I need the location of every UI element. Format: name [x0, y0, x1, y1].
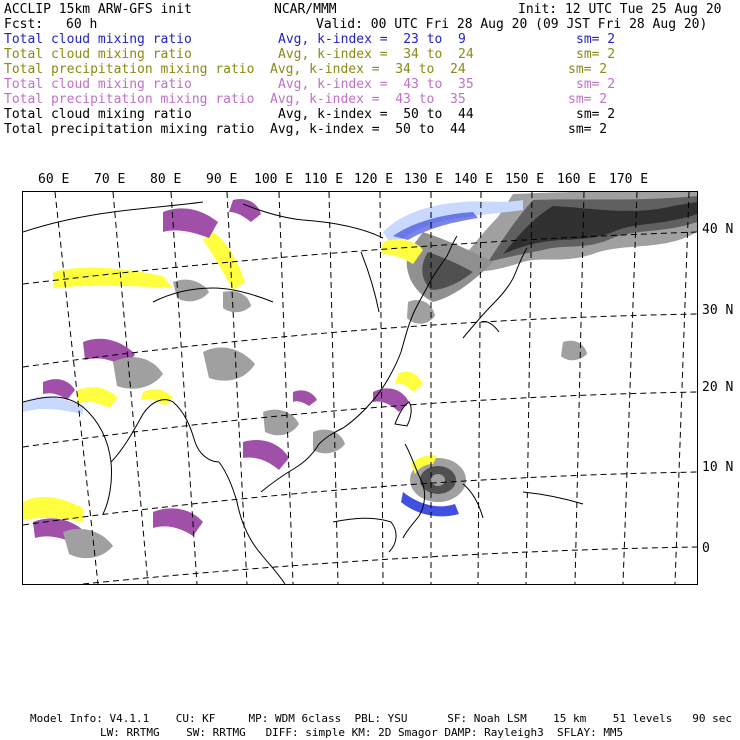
legend-row-5-field: Total precipitation mixing ratio	[4, 92, 255, 107]
legend-row-6-sm: sm= 2	[576, 107, 616, 122]
valid-time: Valid: 00 UTC Fri 28 Aug 20 (09 JST Fri 28 Aug 20)	[316, 17, 708, 32]
legend-row-1-sm: sm= 2	[576, 32, 616, 47]
light-cloud-north	[23, 200, 523, 414]
lon-label-110e: 110 E	[304, 172, 344, 187]
lat-label-40n: 40 N	[702, 222, 734, 237]
legend-row-5-avg: Avg, k-index = 43 to 35	[270, 92, 466, 107]
init-time: Init: 12 UTC Tue 25 Aug 20	[518, 2, 722, 17]
lat-label-equator: 0	[702, 541, 710, 556]
lon-label-90e: 90 E	[206, 172, 238, 187]
model-info-line-1: Model Info: V4.1.1 CU: KF MP: WDM 6class PBL: YSU SF: Noah LSM 15 km 51 levels 90 sec	[30, 712, 732, 725]
organization-label: NCAR/MMM	[274, 2, 337, 17]
lon-label-150e: 150 E	[505, 172, 545, 187]
legend-row-6-avg: Avg, k-index = 50 to 44	[278, 107, 474, 122]
legend-row-3-avg: Avg, k-index = 34 to 24	[270, 62, 466, 77]
model-title: ACCLIP 15km ARW-GFS init	[4, 2, 192, 17]
legend-row-1-field: Total cloud mixing ratio	[4, 32, 192, 47]
legend-row-3-field: Total precipitation mixing ratio	[4, 62, 255, 77]
map-panel	[22, 191, 698, 585]
legend-row-5-sm: sm= 2	[568, 92, 608, 107]
forecast-label: Fcst:	[4, 17, 44, 32]
legend-row-7-avg: Avg, k-index = 50 to 44	[270, 122, 466, 137]
lon-label-70e: 70 E	[94, 172, 126, 187]
legend-row-1-avg: Avg, k-index = 23 to 9	[278, 32, 466, 47]
legend-row-4-sm: sm= 2	[576, 77, 616, 92]
legend-row-7-field: Total precipitation mixing ratio	[4, 122, 255, 137]
lat-label-20n: 20 N	[702, 380, 734, 395]
legend-row-2-avg: Avg, k-index = 34 to 24	[278, 47, 474, 62]
legend-row-6-field: Total cloud mixing ratio	[4, 107, 192, 122]
legend-row-4-field: Total cloud mixing ratio	[4, 77, 192, 92]
lon-label-100e: 100 E	[254, 172, 294, 187]
lon-label-160e: 160 E	[557, 172, 597, 187]
legend-row-2-sm: sm= 2	[576, 47, 616, 62]
lat-label-30n: 30 N	[702, 303, 734, 318]
lat-label-10n: 10 N	[702, 460, 734, 475]
legend-row-2-field: Total cloud mixing ratio	[4, 47, 192, 62]
legend-row-7-sm: sm= 2	[568, 122, 608, 137]
lon-label-60e: 60 E	[38, 172, 70, 187]
lon-label-130e: 130 E	[404, 172, 444, 187]
legend-row-4-avg: Avg, k-index = 43 to 35	[278, 77, 474, 92]
legend-row-3-sm: sm= 2	[568, 62, 608, 77]
lon-label-170e: 170 E	[609, 172, 649, 187]
forecast-hours: 60 h	[66, 17, 98, 32]
typhoon-cloud-cluster	[401, 455, 466, 516]
model-info-line-2: LW: RRTMG SW: RRTMG DIFF: simple KM: 2D Smagor DAMP: Rayleigh3 SFLAY: MM5	[100, 726, 624, 739]
lon-label-140e: 140 E	[454, 172, 494, 187]
lon-label-80e: 80 E	[150, 172, 182, 187]
map-canvas	[23, 192, 697, 584]
lon-label-120e: 120 E	[354, 172, 394, 187]
